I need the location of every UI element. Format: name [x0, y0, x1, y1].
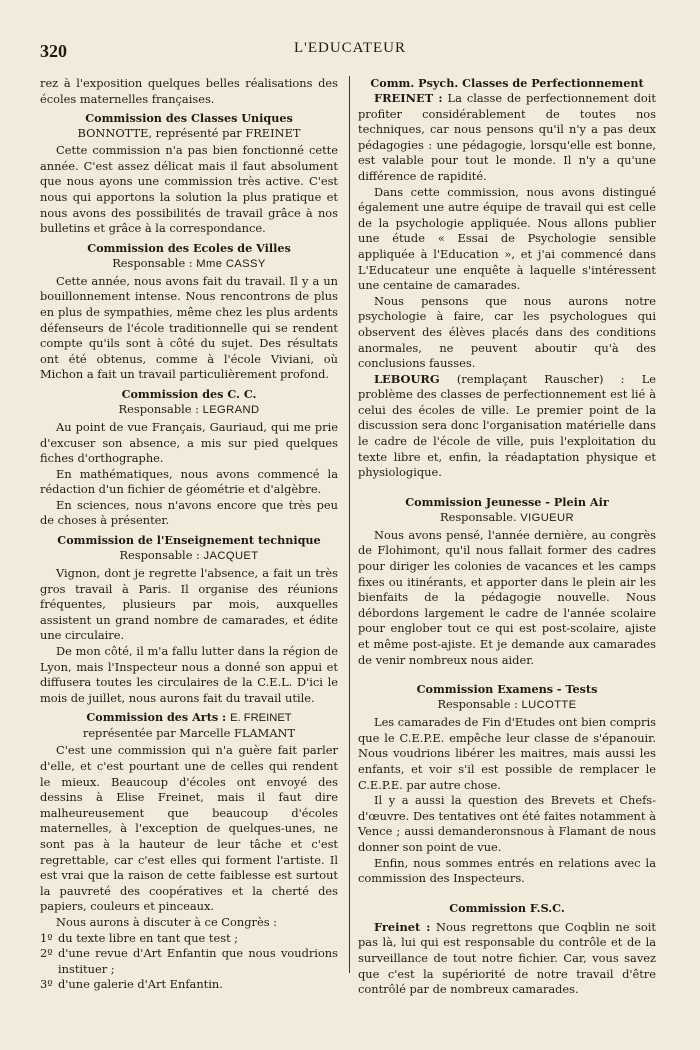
- list-text: du texte libre en tant que test ;: [58, 930, 239, 945]
- left-column: [40, 76, 338, 993]
- spacer: [358, 887, 656, 897]
- page-number: 320: [40, 41, 67, 61]
- paragraph: [358, 920, 656, 998]
- paragraph: Enfin, nous sommes entrés en relations avec la commission des Inspecteurs.: [358, 855, 656, 886]
- responsable-label: Responsable :: [112, 255, 193, 270]
- paragraph: Vignon, dont je regrette l'absence, a fait un très gros travail à Paris. Il organise des réunions fréquentes, plusieurs par mois, auxquelles assistent un grand nombre de camarades, et édite une circulaire.: [40, 566, 338, 643]
- intro-paragraph: rez à l'exposition quelques belles réalisations des écoles maternelles françaises.: [40, 76, 338, 106]
- heading-arts-name: E. FREINET: [230, 712, 292, 725]
- heading-cc: Commission des C. C.: [121, 386, 257, 401]
- paragraph: Les camarades de Fin d'Etudes ont bien compris que le C.E.P.E. empêche leur classe de s'épanouir. Nous voudrions libérer les maitres, mais aussi les enfants, et voir s'il est possible de remplacer le C.E.P.E. par autre chose.: [358, 715, 656, 792]
- paragraph: Nous pensons que nous aurons notre psychologie à faire, car les psychologues qui observent des élèves placés dans des conditions anormales, ne peuvent aboutir qu'à des conclusions fausses.: [358, 293, 656, 371]
- responsable-name: JACQUET: [203, 550, 259, 563]
- paragraph: Cette commission n'a pas bien fonctionné cette année. C'est assez délicat mais il faut absolument que nous ayons une commission très active. C'est nous qui apportons la solution la plus pratique et nous avons des possibilités de travail grâce à nos bulletins et grâce à la correspondance.: [40, 143, 338, 236]
- responsable-ecoles-villes: [40, 256, 338, 272]
- responsable-label: Responsable :: [119, 548, 200, 563]
- responsable-arts: représentée par Marcelle FLAMANT: [82, 726, 296, 741]
- column-divider: [349, 76, 350, 973]
- responsable-classes-uniques: BONNOTTE, représenté par FREINET: [77, 126, 301, 141]
- responsable-label: Responsable :: [118, 401, 199, 416]
- paragraph: [358, 91, 656, 185]
- heading-jeunesse-plein-air: Commission Jeunesse - Plein Air: [405, 494, 609, 509]
- speaker-label: FREINET :: [374, 91, 443, 105]
- paragraph: En mathématiques, nous avons commencé la rédaction d'un fichier de géométrie et d'algèbre.: [40, 466, 338, 497]
- paragraph: Nous avons pensé, l'année dernière, au congrès de Flohimont, qu'il nous fallait former des cadres pour diriger les colonies de vacances et les camps fixes ou itinérants, et apporter dans le plein air les bienfaits de la pédagogie nouvelle. Nous débordons largement le cadre de l'année scolaire pour englober tout ce qui est post-scolaire, ajiste et même post-ajiste. Et je demande aux camarades de venir nombreux nous aider.: [358, 527, 656, 667]
- list-text: d'une revue d'Art Enfantin que nous voudrions instituer ;: [58, 946, 338, 976]
- responsable-enseignement-technique: [40, 548, 338, 564]
- list-item: [40, 977, 338, 993]
- paragraph: Cette année, nous avons fait du travail. Il y a un bouillonnement intense. Nous rencontrons de plus en plus de sympathies, même chez les plus ardents défenseurs de l'école traditionnelle qui se rendent compte qu'ils sont à côté du sujet. Des résultats ont été obtenus, comme à l'école Viviani, où Michon a fait un travail particulièrement profond.: [40, 273, 338, 382]
- paragraph: De mon côté, il m'a fallu lutter dans la région de Lyon, mais l'Inspecteur nous a donné son appui et diffusera toutes les circulaires de la C.E.L. D'ici le mois de juillet, nous aurons fait du travail utile.: [40, 644, 338, 705]
- responsable-name: LEGRAND: [202, 403, 260, 416]
- speaker-label: LEBOURG: [374, 371, 440, 386]
- responsable-label: Responsable :: [437, 697, 518, 712]
- paragraph: Nous aurons à discuter à ce Congrès :: [56, 914, 277, 929]
- responsable-examens: [358, 697, 656, 713]
- list-text: d'une galerie d'Art Enfantin.: [58, 977, 223, 992]
- list-item: [40, 931, 338, 947]
- heading-fsc: Commission F.S.C.: [449, 900, 565, 915]
- paragraph-text: (remplaçant Rauscher) : Le problème des classes de perfectionnement est lié à celui des écoles de ville. Le premier point de la discussion sera donc l'organisation matérielle dans le cadre de l'école de ville, puis l'exploitation du texte libre et, enfin, la réadaptation physique et physiologique.: [358, 371, 656, 480]
- journal-title: L'EDUCATEUR: [293, 40, 407, 56]
- paragraph: [358, 372, 656, 481]
- list-item: [40, 946, 338, 977]
- responsable-name: LUCOTTE: [521, 699, 577, 712]
- heading-examens-tests: Commission Examens - Tests: [416, 682, 598, 697]
- list-number: 1º: [40, 930, 53, 945]
- heading-enseignement-technique: Commission de l'Enseignement technique: [57, 533, 321, 548]
- paragraph-text: La classe de perfectionnement doit profiter considérablement de toutes nos techniques, car nous pensons qu'il n'y a pas deux pédagogies : une pédagogie, lorsqu'elle est bonne, est valable pour tout le monde. Il n'y a qu'une différence de rapidité.: [358, 91, 657, 183]
- heading-ecoles-villes: Commission des Ecoles de Villes: [87, 240, 291, 255]
- list-number: 2º: [40, 946, 53, 961]
- paragraph: C'est une commission qui n'a guère fait parler d'elle, et c'est pourtant une de celles qui rendent le mieux. Beaucoup d'écoles ont envoyé des dessins à Elise Freinet, mais il faut dire malheureusement que beaucoup d'écoles maternelles, à l'exception de quelques-unes, ne sont pas à la hauteur de leur tâche et c'est regrettable, car c'est elles qui forment l'artiste. Il est vrai que la raison de cette faiblesse est surtout la pauvreté des coopératives et la cherté des papiers, couleurs et pinceaux.: [40, 743, 338, 914]
- heading-classes-uniques: Commission des Classes Uniques: [85, 111, 293, 126]
- responsable-label: Responsable.: [440, 509, 517, 524]
- responsable-name: VIGUEUR: [520, 511, 574, 524]
- list-number: 3º: [40, 977, 53, 992]
- responsable-name: Mme CASSY: [196, 257, 266, 270]
- heading-arts-prefix: Commission des Arts :: [86, 710, 227, 725]
- spacer: [358, 481, 656, 491]
- speaker-label: Freinet :: [374, 919, 431, 934]
- paragraph: Au point de vue Français, Gauriaud, qui me prie d'excuser son absence, a mis sur pied quelques fiches d'orthographe.: [40, 419, 338, 466]
- heading-arts: [40, 710, 338, 726]
- right-column: [358, 76, 656, 998]
- paragraph-text: Nous regrettons que Coqblin ne soit pas là, lui qui est responsable du contrôle et de la surveillance de tout notre fichier. Car, vous savez que c'est la supériorité de notre travail d'être contrôlé par de nombreux camarades.: [358, 919, 656, 997]
- responsable-cc: [40, 402, 338, 418]
- spacer: [358, 668, 656, 678]
- heading-perfectionnement: Comm. Psych. Classes de Perfectionnement: [370, 76, 644, 90]
- paragraph: En sciences, nous n'avons encore que très peu de choses à présenter.: [40, 497, 338, 528]
- paragraph: Dans cette commission, nous avons distingué également une autre équipe de travail qui est celle de la psychologie appliquée. Nous allons publier une étude « Essai de Psychologie sensible appliquée à l'Education », et j'ai commencé dans L'Educateur une enquête à laquelle s'intéressent une centaine de camarades.: [358, 184, 656, 293]
- responsable-jeunesse: [358, 510, 656, 526]
- paragraph: Il y a aussi la question des Brevets et Chefs-d'œuvre. Des tentatives ont été faites notamment à Vence ; aussi demanderonsnous à Flamant de nous donner son point de vue.: [358, 793, 656, 854]
